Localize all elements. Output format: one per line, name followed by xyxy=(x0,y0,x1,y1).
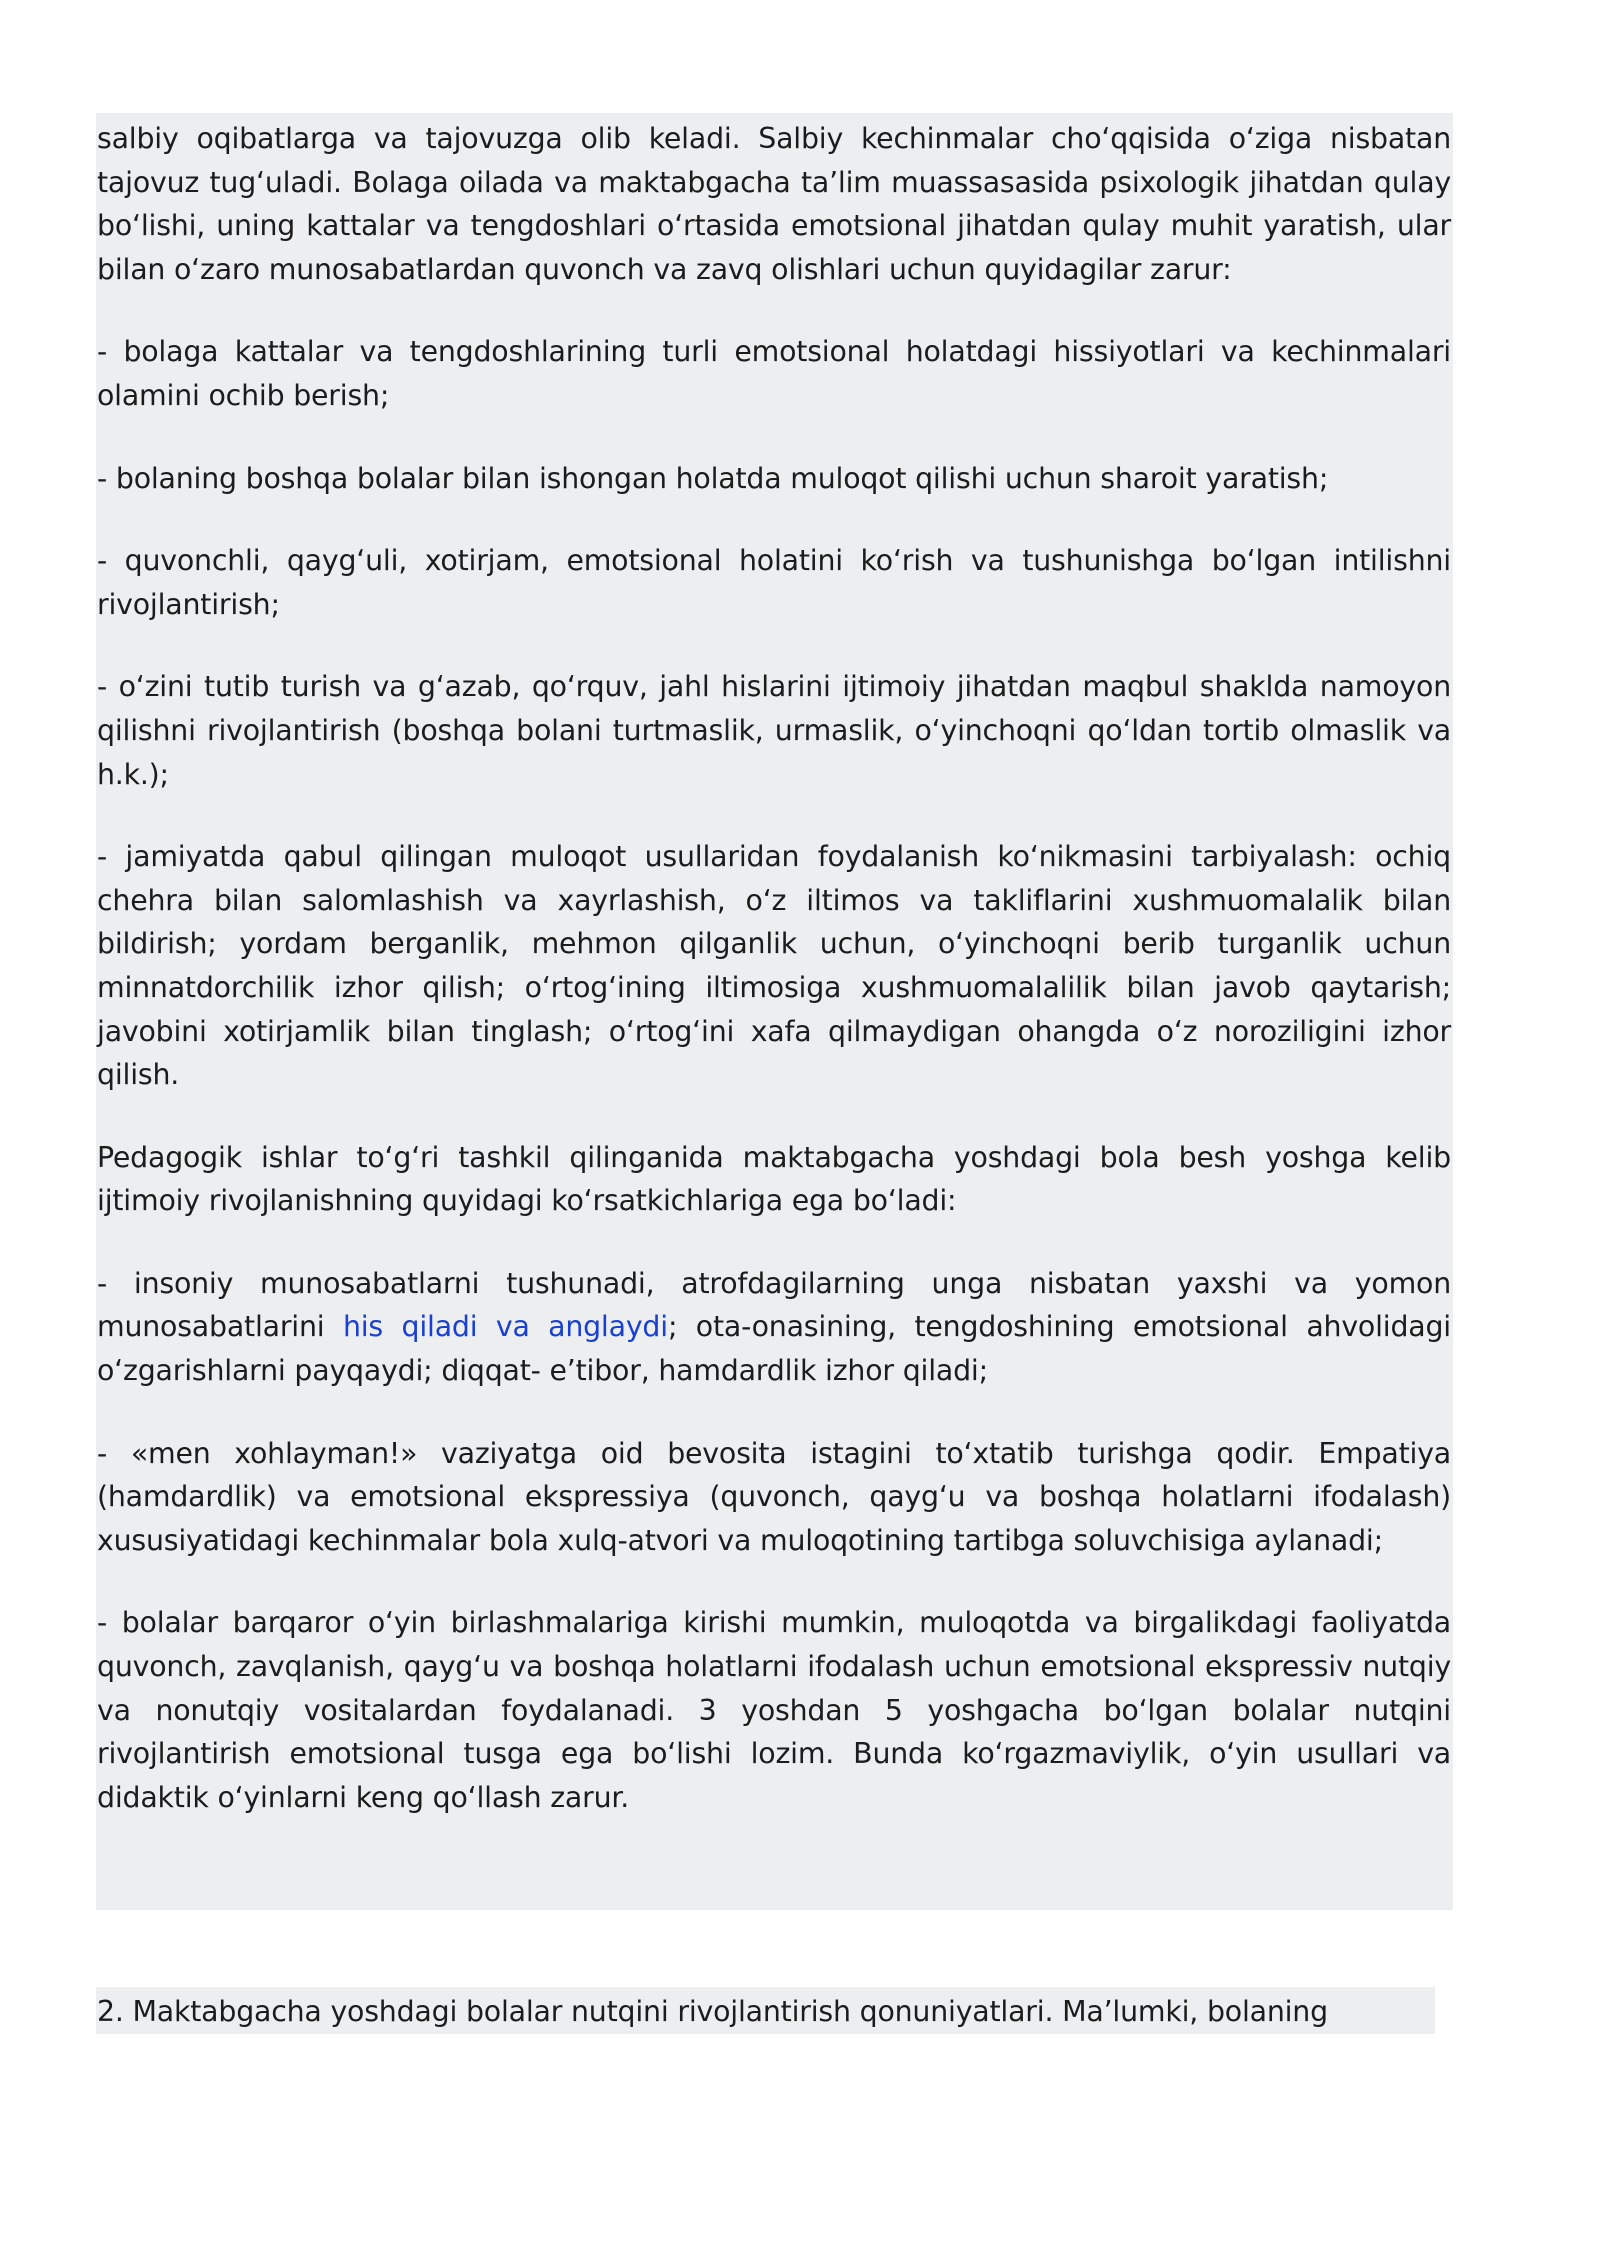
list-item-emotional-world: - bolaga kattalar va tengdoshlarining turli emotsional holatdagi hissiyotlari va kechinmalari olamini ochib berish; xyxy=(97,335,1451,412)
list-item-text-before-link: - insoniy munosabatlarni tushunadi, atrofdagilarning unga nisbatan yaxshi va yomon munosabatlarini xyxy=(97,1266,1451,1344)
paragraph-pedagogical: Pedagogik ishlar to‘g‘ri tashkil qilinganida maktabgacha yoshdagi bola besh yoshga kelib ijtimoiy rivojlanishning quyidagi ko‘rsatkichlariga ega bo‘ladi: xyxy=(97,1140,1451,1218)
paragraph-intro: salbiy oqibatlarga va tajovuzga olib keladi. Salbiy kechinmalar cho‘qqisida o‘ziga nisbatan tajovuz tug‘uladi. Bolaga oilada va maktabgacha ta’lim muassasasida psixologik jihatdan qulay bo‘lishi, uning kattalar va tengdoshlari o‘rtasida emotsional jihatdan qulay muhit yaratish, ular bilan o‘zaro munosabatlardan quvonch va zavq olishlari uchun quyidagilar zarur: xyxy=(97,122,1451,286)
body-text xyxy=(97,117,1451,1858)
list-item-empathy: - «men xohlayman!» vaziyatga oid bevosita istagini to‘xtatib turishga qodir. Empatiya (hamdardlik) va emotsional ekspressiya (quvonch, qayg‘u va boshqa holatlarni ifodalash) xususiyatidagi kechinmalar bola xulq-atvori va muloqotining tartibga soluvchisiga aylanadi; xyxy=(97,1436,1451,1557)
list-item-play-groups: - bolalar barqaror o‘yin birlashmalariga kirishi mumkin, muloqotda va birgalikdagi faoliyatda quvonch, zavqlanish, qayg‘u va boshqa holatlarni ifodalash uchun emotsional ekspressiv nutqiy va nonutqiy vositalardan foydalanadi. 3 yoshdan 5 yoshgacha bo‘lgan bolalar nutqini rivojlantirish emotsional tusga ega bo‘lishi lozim. Bunda ko‘rgazmaviylik, o‘yin usullari va didaktik o‘yinlarni keng qo‘llash zarur. xyxy=(97,1606,1451,1814)
inline-link[interactable]: his qiladi va anglaydi xyxy=(342,1310,668,1344)
list-item-trust-communication: - bolaning boshqa bolalar bilan ishongan holatda muloqot qilishi uchun sharoit yaratish; xyxy=(97,461,1329,495)
list-item-self-control: - o‘zini tutib turish va g‘azab, qo‘rquv, jahl hislarini ijtimoiy jihatdan maqbul shaklda namoyon qilishni rivojlantirish (boshqa bolani turtmaslik, urmaslik, o‘yinchoqni qo‘ldan tortib olmaslik va h.k.); xyxy=(97,670,1451,791)
section-heading: 2. Maktabgacha yoshdagi bolalar nutqini rivojlantirish qonuniyatlari. Ma’lumki, bolaning xyxy=(97,1995,1328,2028)
list-item-understanding-states: - quvonchli, qayg‘uli, xotirjam, emotsional holatini ko‘rish va tushunishga bo‘lgan intilishni rivojlantirish; xyxy=(97,544,1451,621)
list-item-human-relations xyxy=(97,1262,1451,1393)
list-item-communication-methods: - jamiyatda qabul qilingan muloqot usullaridan foydalanish ko‘nikmasini tarbiyalash: ochiq chehra bilan salomlashish va xayrlashish, o‘z iltimos va takliflarini xushmuomalalik bilan bildirish; yordam berganlik, mehmon qilganlik uchun, o‘yinchoqni berib turganlik uchun minnatdorchilik izhor qilish; o‘rtog‘ining iltimosiga xushmuomalalilik bilan javob qaytarish; javobini xotirjamlik bilan tinglash; o‘rtog‘ini xafa qilmaydigan ohangda o‘z noroziligini izhor qilish. xyxy=(97,840,1451,1092)
list-item-text-after-link: ; ota-onasining, tengdoshining emotsional ahvolidagi o‘zgarishlarni payqaydi; diqqat- e’tibor, hamdardlik izhor qiladi; xyxy=(97,1310,1451,1388)
